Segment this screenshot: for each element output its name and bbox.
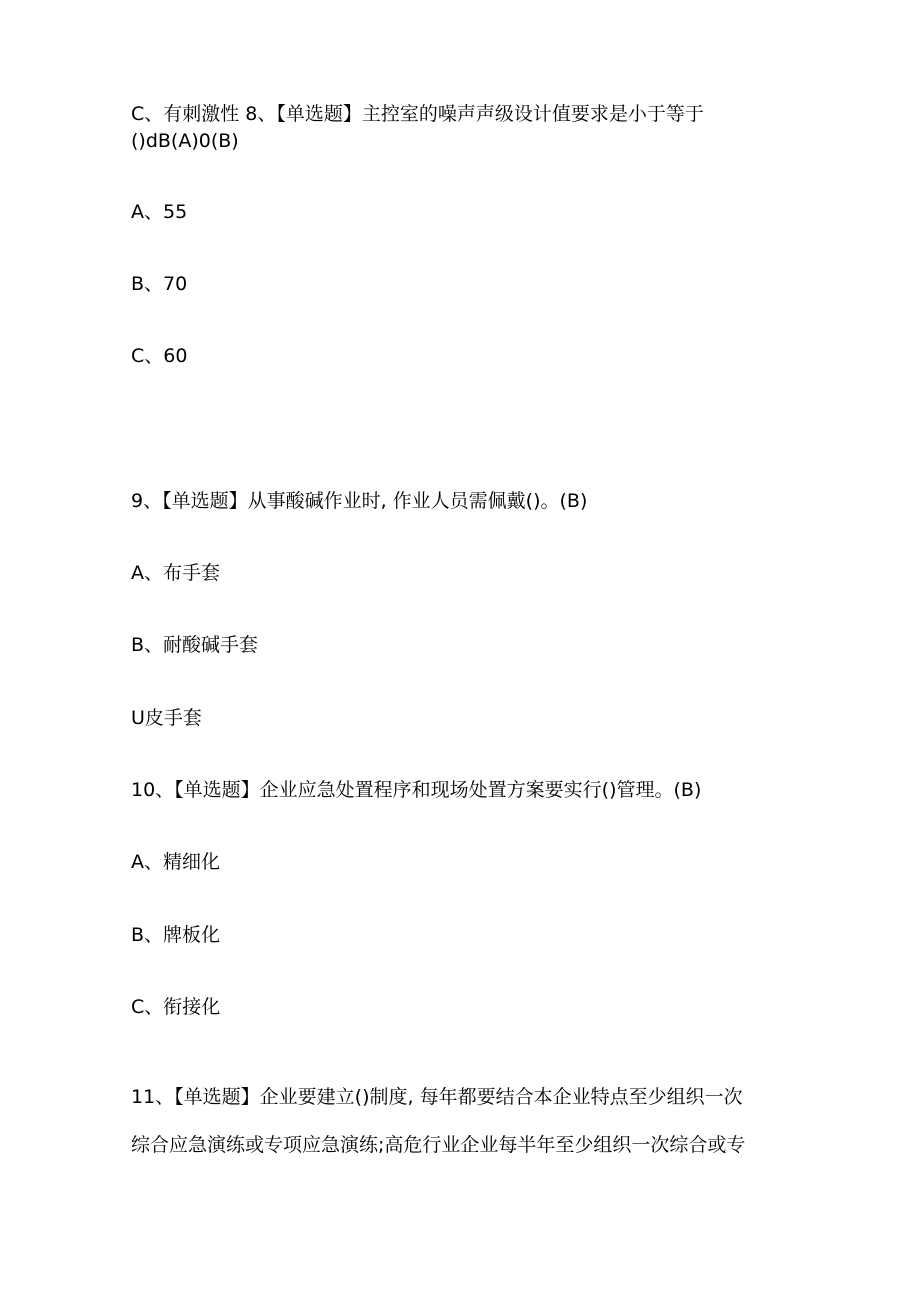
q9-option-c: U皮手套	[131, 707, 202, 729]
q8-option-b: B、70	[131, 273, 188, 295]
q9-option-a: A、布手套	[131, 562, 220, 584]
q8-option-c-and-question-line1: C、有刺激性 8、【单选题】主控室的噪声声级设计值要求是小于等于	[131, 103, 704, 125]
q10-option-c: C、衔接化	[131, 996, 221, 1018]
q11-question-line1: 11、【单选题】企业要建立()制度, 每年都要结合本企业特点至少组织一次	[131, 1086, 743, 1108]
q10-option-b: B、牌板化	[131, 924, 221, 946]
q11-question-line2: 综合应急演练或专项应急演练;高危行业企业每半年至少组织一次综合或专	[131, 1134, 746, 1156]
q9-question: 9、【单选题】从事酸碱作业时, 作业人员需佩戴()。(B)	[131, 490, 588, 512]
q9-option-b: B、耐酸碱手套	[131, 634, 259, 656]
q10-option-a: A、精细化	[131, 851, 220, 873]
q8-question-line2: ()dB(A)0(B)	[131, 130, 239, 152]
q8-option-a: A、55	[131, 201, 188, 223]
q8-option-c: C、60	[131, 345, 188, 367]
q10-question: 10、【单选题】企业应急处置程序和现场处置方案要实行()管理。(B)	[131, 779, 702, 801]
